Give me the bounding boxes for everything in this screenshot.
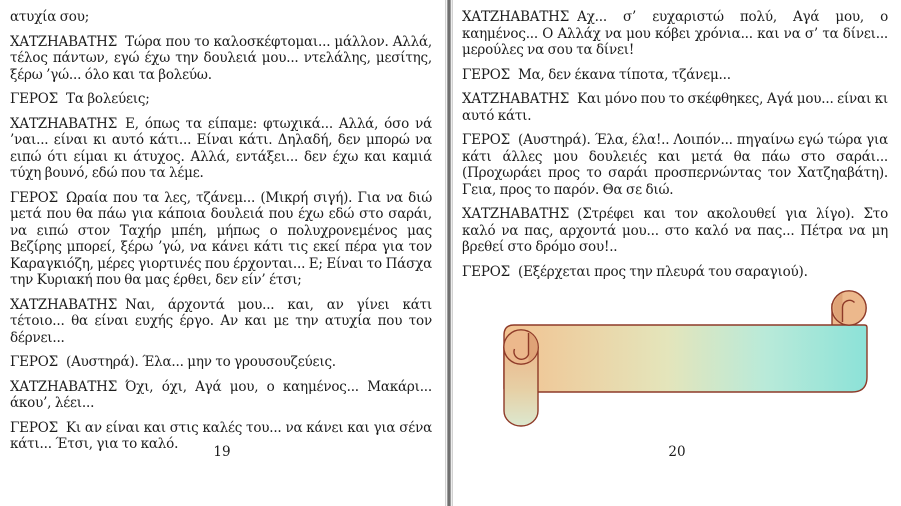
dialogue-text: Μα, δεν έκανα τίποτα, τζάνεμ... bbox=[518, 66, 731, 83]
speaker-name: ΧΑΤΖΗΑΒΑΤΗΣ bbox=[10, 115, 118, 132]
scroll-banner-image bbox=[501, 288, 871, 430]
speaker-name: ΓΕΡΟΣ bbox=[10, 189, 58, 206]
speaker-name: ΧΑΤΖΗΑΒΑΤΗΣ bbox=[10, 378, 118, 395]
dialogue-text: Και μόνο που το σκέφθηκες, Αγά μου... είναι κι αυτό κάτι. bbox=[462, 91, 888, 124]
dialogue-paragraph bbox=[462, 9, 888, 59]
dialogue-paragraph bbox=[10, 379, 432, 412]
dialogue-text: Αχ... σ’ ευχαριστώ πολύ, Αγά μου, ο καημένος... Ο Αλλάχ να μου κόβει χρόνια... και να σ’ τα δίνει... μερούλες να σου τα δίνει! bbox=[462, 9, 888, 58]
speaker-name: ΧΑΤΖΗΑΒΑΤΗΣ bbox=[462, 206, 570, 222]
dialogue-text: (Στρέφει και τον ακολουθεί για λίγο). Στο καλό να πας, αρχοντά μου... στο καλό να πας... Πέτρα να μη βρεθεί στο δρόμο σου!.. bbox=[462, 206, 888, 255]
scroll-banner-body bbox=[504, 325, 867, 392]
dialogue-paragraph bbox=[10, 116, 432, 182]
dialogue-paragraph bbox=[462, 264, 888, 281]
dialogue-paragraph bbox=[10, 354, 432, 371]
speaker-name: ΓΕΡΟΣ bbox=[462, 132, 510, 148]
dialogue-text: Όχι, όχι, Αγά μου, ο καημένος... Μακάρι... άκου’, λέει... bbox=[10, 378, 432, 411]
dialogue-text: Ωραία που τα λες, τζάνεμ... (Μικρή σιγή). Για να διώ μετά που θα πάω για κάποια δουλειά που έχω εδώ στο σαράι, να ειπώ στον Ταχήρ μπέη, μήπως ο πολυχρονεμένος μας Βεζίρης μπορεί, ξέρω ’γώ, να κάνει κάτι τις εκεί πέρα για τον Καραγκιόζη, μέρες γιορτινές που έρχονται... Ε; Είναι το Πάσχα την Κυριακή που θα μας έρθει, δεν είν’ έτσι; bbox=[10, 189, 432, 288]
dialogue-text: (Αυστηρά). Έλα... μην το γρουσουζεύεις. bbox=[66, 354, 336, 370]
dialogue-text: Κι αν είναι και στις καλές του... να κάνει και για σένα κάτι... Έτσι, για το καλό. bbox=[10, 419, 432, 452]
dialogue-paragraph bbox=[462, 206, 888, 256]
page-gutter-divider bbox=[444, 0, 453, 506]
dialogue-paragraph bbox=[10, 91, 432, 108]
speaker-name: ΧΑΤΖΗΑΒΑΤΗΣ bbox=[462, 9, 570, 25]
dialogue-paragraph bbox=[10, 9, 432, 26]
dialogue-paragraph bbox=[462, 132, 888, 198]
page-number: 20 bbox=[668, 444, 686, 460]
left-page bbox=[0, 0, 444, 506]
speaker-name: ΧΑΤΖΗΑΒΑΤΗΣ bbox=[10, 33, 118, 50]
dialogue-text: Ναι, άρχοντά μου... και, αν γίνει κάτι τέτοιο... θα είναι ευχής έργο. Αν και με την ατυχία που τον δέρνει... bbox=[10, 296, 432, 346]
dialogue-text: (Εξέρχεται προς την πλευρά του σαραγιού). bbox=[518, 263, 808, 280]
speaker-name: ΓΕΡΟΣ bbox=[462, 66, 510, 83]
dialogue-text: Τώρα που το καλοσκέφτομαι... μάλλον. Αλλά, τέλος πάντων, εγώ έχω την δουλειά μου... ντελάλης, μεσίτης, ξέρω ’γώ... όλο και τα βολεύω. bbox=[10, 33, 432, 83]
speaker-name: ΧΑΤΖΗΑΒΑΤΗΣ bbox=[10, 296, 118, 313]
dialogue-paragraph bbox=[10, 297, 432, 347]
dialogue-text: (Αυστηρά). Έλα, έλα!.. Λοιπόν... πηγαίνω εγώ τώρα για κάτι άλλες μου δουλειές και μετά θα πάω στο σαράι... (Προχωράει προς το σαράι προσπερνώντας τον Χατζηαβάτη). Γεια, προς το παρόν. Θα σε διώ. bbox=[462, 132, 888, 198]
speaker-name: ΧΑΤΖΗΑΒΑΤΗΣ bbox=[462, 91, 570, 107]
speaker-name: ΓΕΡΟΣ bbox=[10, 419, 58, 436]
dialogue-paragraph bbox=[10, 190, 432, 289]
page-number: 19 bbox=[213, 444, 231, 460]
dialogue-paragraph bbox=[462, 67, 888, 84]
speaker-name: ΓΕΡΟΣ bbox=[10, 91, 58, 107]
dialogue-text: Τα βολεύεις; bbox=[66, 91, 150, 107]
dialogue-paragraph bbox=[462, 91, 888, 124]
dialogue-text: ατυχία σου; bbox=[10, 9, 90, 25]
right-page bbox=[453, 0, 901, 506]
speaker-name: ΓΕΡΟΣ bbox=[462, 263, 510, 280]
dialogue-text: Ε, όπως τα είπαμε: φτωχικά... Αλλά, όσο νά ’ναι... είναι κι αυτό κάτι... Είναι κάτι. Δηλαδή, δεν μπορώ να ειπώ ότι είμαι κι άτυχος. Αλλά, εντάξει... δεν έχω και καμιά τύχη βουνό, εδώ που τα λέμε. bbox=[10, 115, 432, 181]
speaker-name: ΓΕΡΟΣ bbox=[10, 354, 58, 370]
dialogue-paragraph bbox=[10, 34, 432, 84]
